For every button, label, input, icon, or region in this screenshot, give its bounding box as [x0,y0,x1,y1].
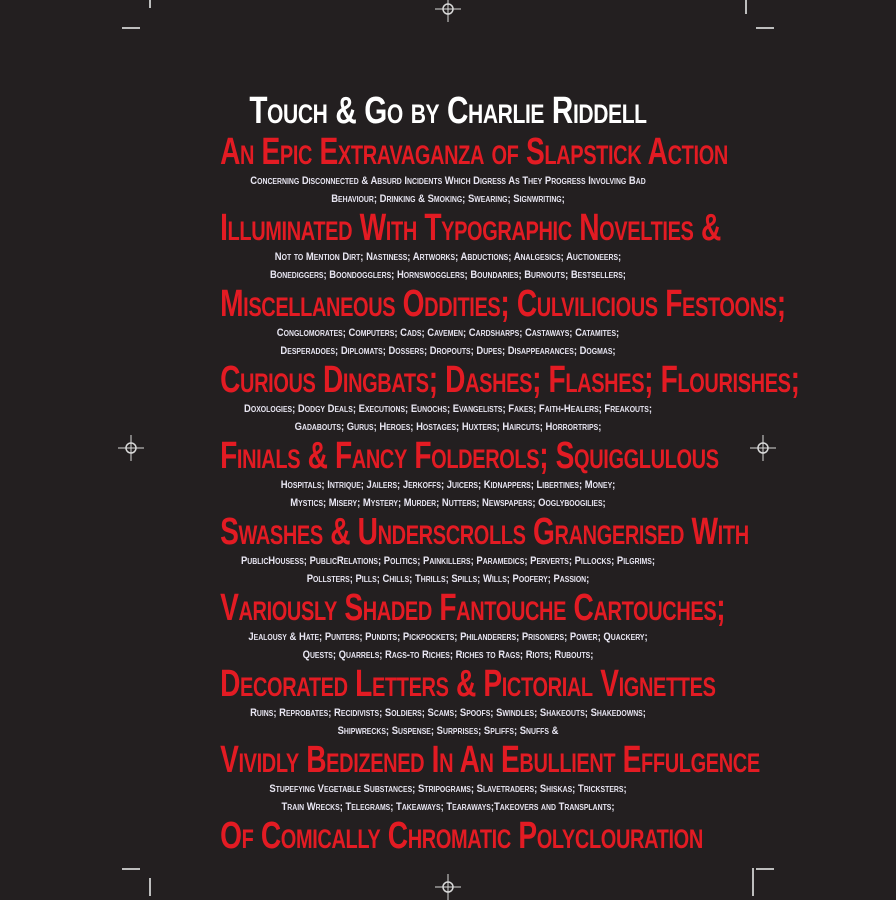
subtext-line: Behaviour; Drinking & Smoking; Swearing; Signwriting; [331,193,565,205]
subtext-line: Pollsters; Pills; Chills; Thrills; Spills; Wills; Poofery; Passion; [306,573,590,585]
registration-mark-bottom-icon [435,874,461,900]
headline-line: Swashes & Underscrolls Grangerised With [220,511,749,553]
subtext-line: Concerning Disconnected & Absurd Incidents Which Digress As They Progress Involving Bad [250,175,646,187]
registration-mark-top-icon [435,0,461,22]
subtext-line: Gadabouts; Gurus; Heroes; Hostages; Huxters; Haircuts; Horrortrips; [294,421,602,433]
subtext-line: Shipwrecks; Suspense; Surprises; Spliffs; Snuffs & [337,725,559,737]
crop-mark-top-left-h [122,27,140,29]
headline-line: Miscellaneous Oddities; Culvilicious Festoons; [220,283,786,325]
headline-line: Vividly Bedizened In An Ebullient Effulgence [220,739,760,781]
crop-mark-bottom-right-h [756,868,774,870]
subtext-line: Hospitals; Intrique; Jailers; Jerkoffs; Juicers; Kidnappers; Libertines; Money; [280,479,616,491]
headline-line: Decorated Letters & Pictorial Vignettes [220,663,716,705]
poster-text-block [140,90,800,857]
subtext-line: Conglomorates; Computers; Cads; Cavemen; Cardsharps; Castaways; Catamites; [276,327,620,339]
crop-mark-top-left-v [149,0,151,8]
crop-mark-top-right-v [745,0,747,14]
headline-line: Of Comically Chromatic Polyclouration [220,815,703,857]
crop-mark-bottom-right-v [752,868,754,896]
poster-lines [140,131,800,857]
subtext-line: Not to Mention Dirt; Nastiness; Artworks; Abductions; Analgesics; Auctioneers; [274,251,622,263]
subtext-line: Ruins; Reprobates; Recidivists; Soldiers; Scams; Spoofs; Swindles; Shakeouts; Shakedowns; [250,707,646,719]
headline-line: An Epic Extravaganza of Slapstick Action [220,131,728,173]
subtext-line: Mystics; Misery; Mystery; Murder; Nutters; Newspapers; Ooglyboogilies; [290,497,606,509]
subtext-line: Stupefying Vegetable Substances; Stripograms; Slavetraders; Shiskas; Tricksters; [269,783,627,795]
subtext-line: PublicHousess; PublicRelations; Politics; Painkillers; Paramedics; Perverts; Pillocks; Pilgrims; [240,555,656,567]
headline-line: Illuminated With Typographic Novelties & [220,207,721,249]
subtext-line: Desperadoes; Diplomats; Dossers; Dropouts; Dupes; Disappearances; Dogmas; [280,345,616,357]
headline-line: Finials & Fancy Folderols; Squigglulous [220,435,719,477]
crop-mark-bottom-left-h [122,868,140,870]
subtext-line: Doxologies; Dodgy Deals; Executions; Eunochs; Evangelists; Fakes; Faith-Healers; Freakouts; [244,403,652,415]
headline-line: Variously Shaded Fantouche Cartouches; [220,587,726,629]
subtext-line: Quests; Quarrels; Rags-to Riches; Riches to Rags; Riots; Rubouts; [302,649,594,661]
crop-mark-bottom-left-v [149,878,151,896]
poster-title: Touch & Go by Charlie Riddell [249,90,647,132]
headline-line: Curious Dingbats; Dashes; Flashes; Flourishes; [220,359,800,401]
crop-mark-top-right-h [756,27,774,29]
subtext-line: Jealousy & Hate; Punters; Pundits; Pickpockets; Philanderers; Prisoners; Power; Quackery; [248,631,648,643]
subtext-line: Train Wrecks; Telegrams; Takeaways; Tearaways;Takeovers and Transplants; [281,801,615,813]
subtext-line: Bonediggers; Boondogglers; Hornswogglers; Boundaries; Burnouts; Bestsellers; [270,269,626,281]
